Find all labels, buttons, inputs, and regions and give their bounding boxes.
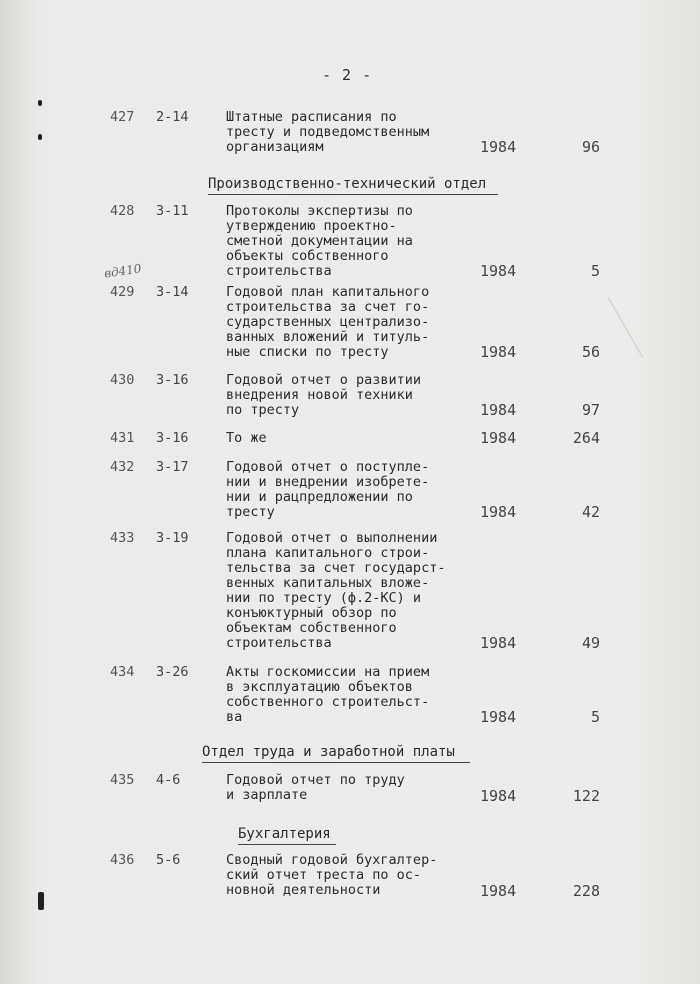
paper-crease — [607, 276, 678, 357]
entry-title: Штатные расписания по тресту и подведомственным организациям — [226, 109, 430, 155]
punch-hole-mark — [38, 134, 42, 140]
handwritten-annotation: вд410 — [103, 261, 143, 281]
section-heading: Бухгалтерия — [238, 826, 336, 845]
entry-code: 3-17 — [156, 459, 189, 475]
entry-code: 4-6 — [156, 772, 181, 788]
entry-title: Годовой отчет о выполнении плана капитального строи- тельства за счет государст- венных капитальных вложе- нии по тресту (ф.2-КС) и конъюктурный обзор по объектам собственного строительства — [226, 530, 446, 651]
entry-number: 427 — [110, 109, 135, 125]
entry-count: 228 — [572, 882, 600, 900]
section-heading: Отдел труда и заработной платы — [202, 744, 470, 763]
entry-code: 5-6 — [156, 852, 181, 868]
entry-code: 3-19 — [156, 530, 189, 546]
entry-code: 3-11 — [156, 203, 189, 219]
entry-number: 435 — [110, 772, 135, 788]
entry-number: 430 — [110, 372, 135, 388]
entry-count: 42 — [581, 503, 600, 521]
entry-count: 56 — [581, 343, 600, 361]
entry-title: Акты госкомиссии на прием в эксплуатацию объектов собственного строительст- ва — [226, 664, 430, 725]
entry-code: 3-16 — [156, 372, 189, 388]
entry-title: Протоколы экспертизы по утверждению проектно- сметной документации на объекты собственного строительства — [226, 203, 413, 279]
entry-year: 1984 — [480, 138, 517, 156]
entry-title: Годовой отчет о поступле- нии и внедрении изобрете- нии и рацпредложении по тресту — [226, 459, 430, 520]
entry-count: 264 — [572, 429, 600, 447]
entry-count: 97 — [581, 401, 600, 419]
entry-year: 1984 — [480, 343, 517, 361]
entry-year: 1984 — [480, 503, 517, 521]
entry-year: 1984 — [480, 262, 517, 280]
entry-code: 2-14 — [156, 109, 189, 125]
entry-count: 96 — [581, 138, 600, 156]
entry-number: 428 — [110, 203, 135, 219]
entry-title: Сводный годовой бухгалтер- ский отчет треста по ос- новной деятельности — [226, 852, 438, 898]
entry-year: 1984 — [480, 708, 517, 726]
section-heading: Производственно-технический отдел — [208, 176, 498, 195]
entry-year: 1984 — [480, 634, 517, 652]
entry-number: 429 — [110, 284, 135, 300]
entry-number: 433 — [110, 530, 135, 546]
entry-number: 431 — [110, 430, 135, 446]
entry-title: Годовой отчет по труду и зарплате — [226, 772, 405, 803]
entry-title: Годовой отчет о развитии внедрения новой техники по тресту — [226, 372, 422, 418]
entry-number: 436 — [110, 852, 135, 868]
entry-number: 432 — [110, 459, 135, 475]
entry-year: 1984 — [480, 429, 517, 447]
entry-count: 5 — [590, 708, 600, 726]
punch-hole-mark — [38, 100, 42, 106]
entry-title: То же — [226, 430, 267, 446]
entry-count: 5 — [590, 262, 600, 280]
entry-year: 1984 — [480, 401, 517, 419]
entry-code: 3-14 — [156, 284, 189, 300]
entry-year: 1984 — [480, 882, 517, 900]
entry-code: 3-26 — [156, 664, 189, 680]
entry-title: Годовой план капитального строительства за счет го- сударственных централизо- ванных вложений и титуль- ные списки по тресту — [226, 284, 430, 360]
entry-count: 122 — [572, 787, 600, 805]
entry-year: 1984 — [480, 787, 517, 805]
entry-code: 3-16 — [156, 430, 189, 446]
entry-number: 434 — [110, 664, 135, 680]
page-number: - 2 - — [322, 66, 373, 84]
punch-hole-mark — [38, 892, 44, 910]
entry-count: 49 — [581, 634, 600, 652]
